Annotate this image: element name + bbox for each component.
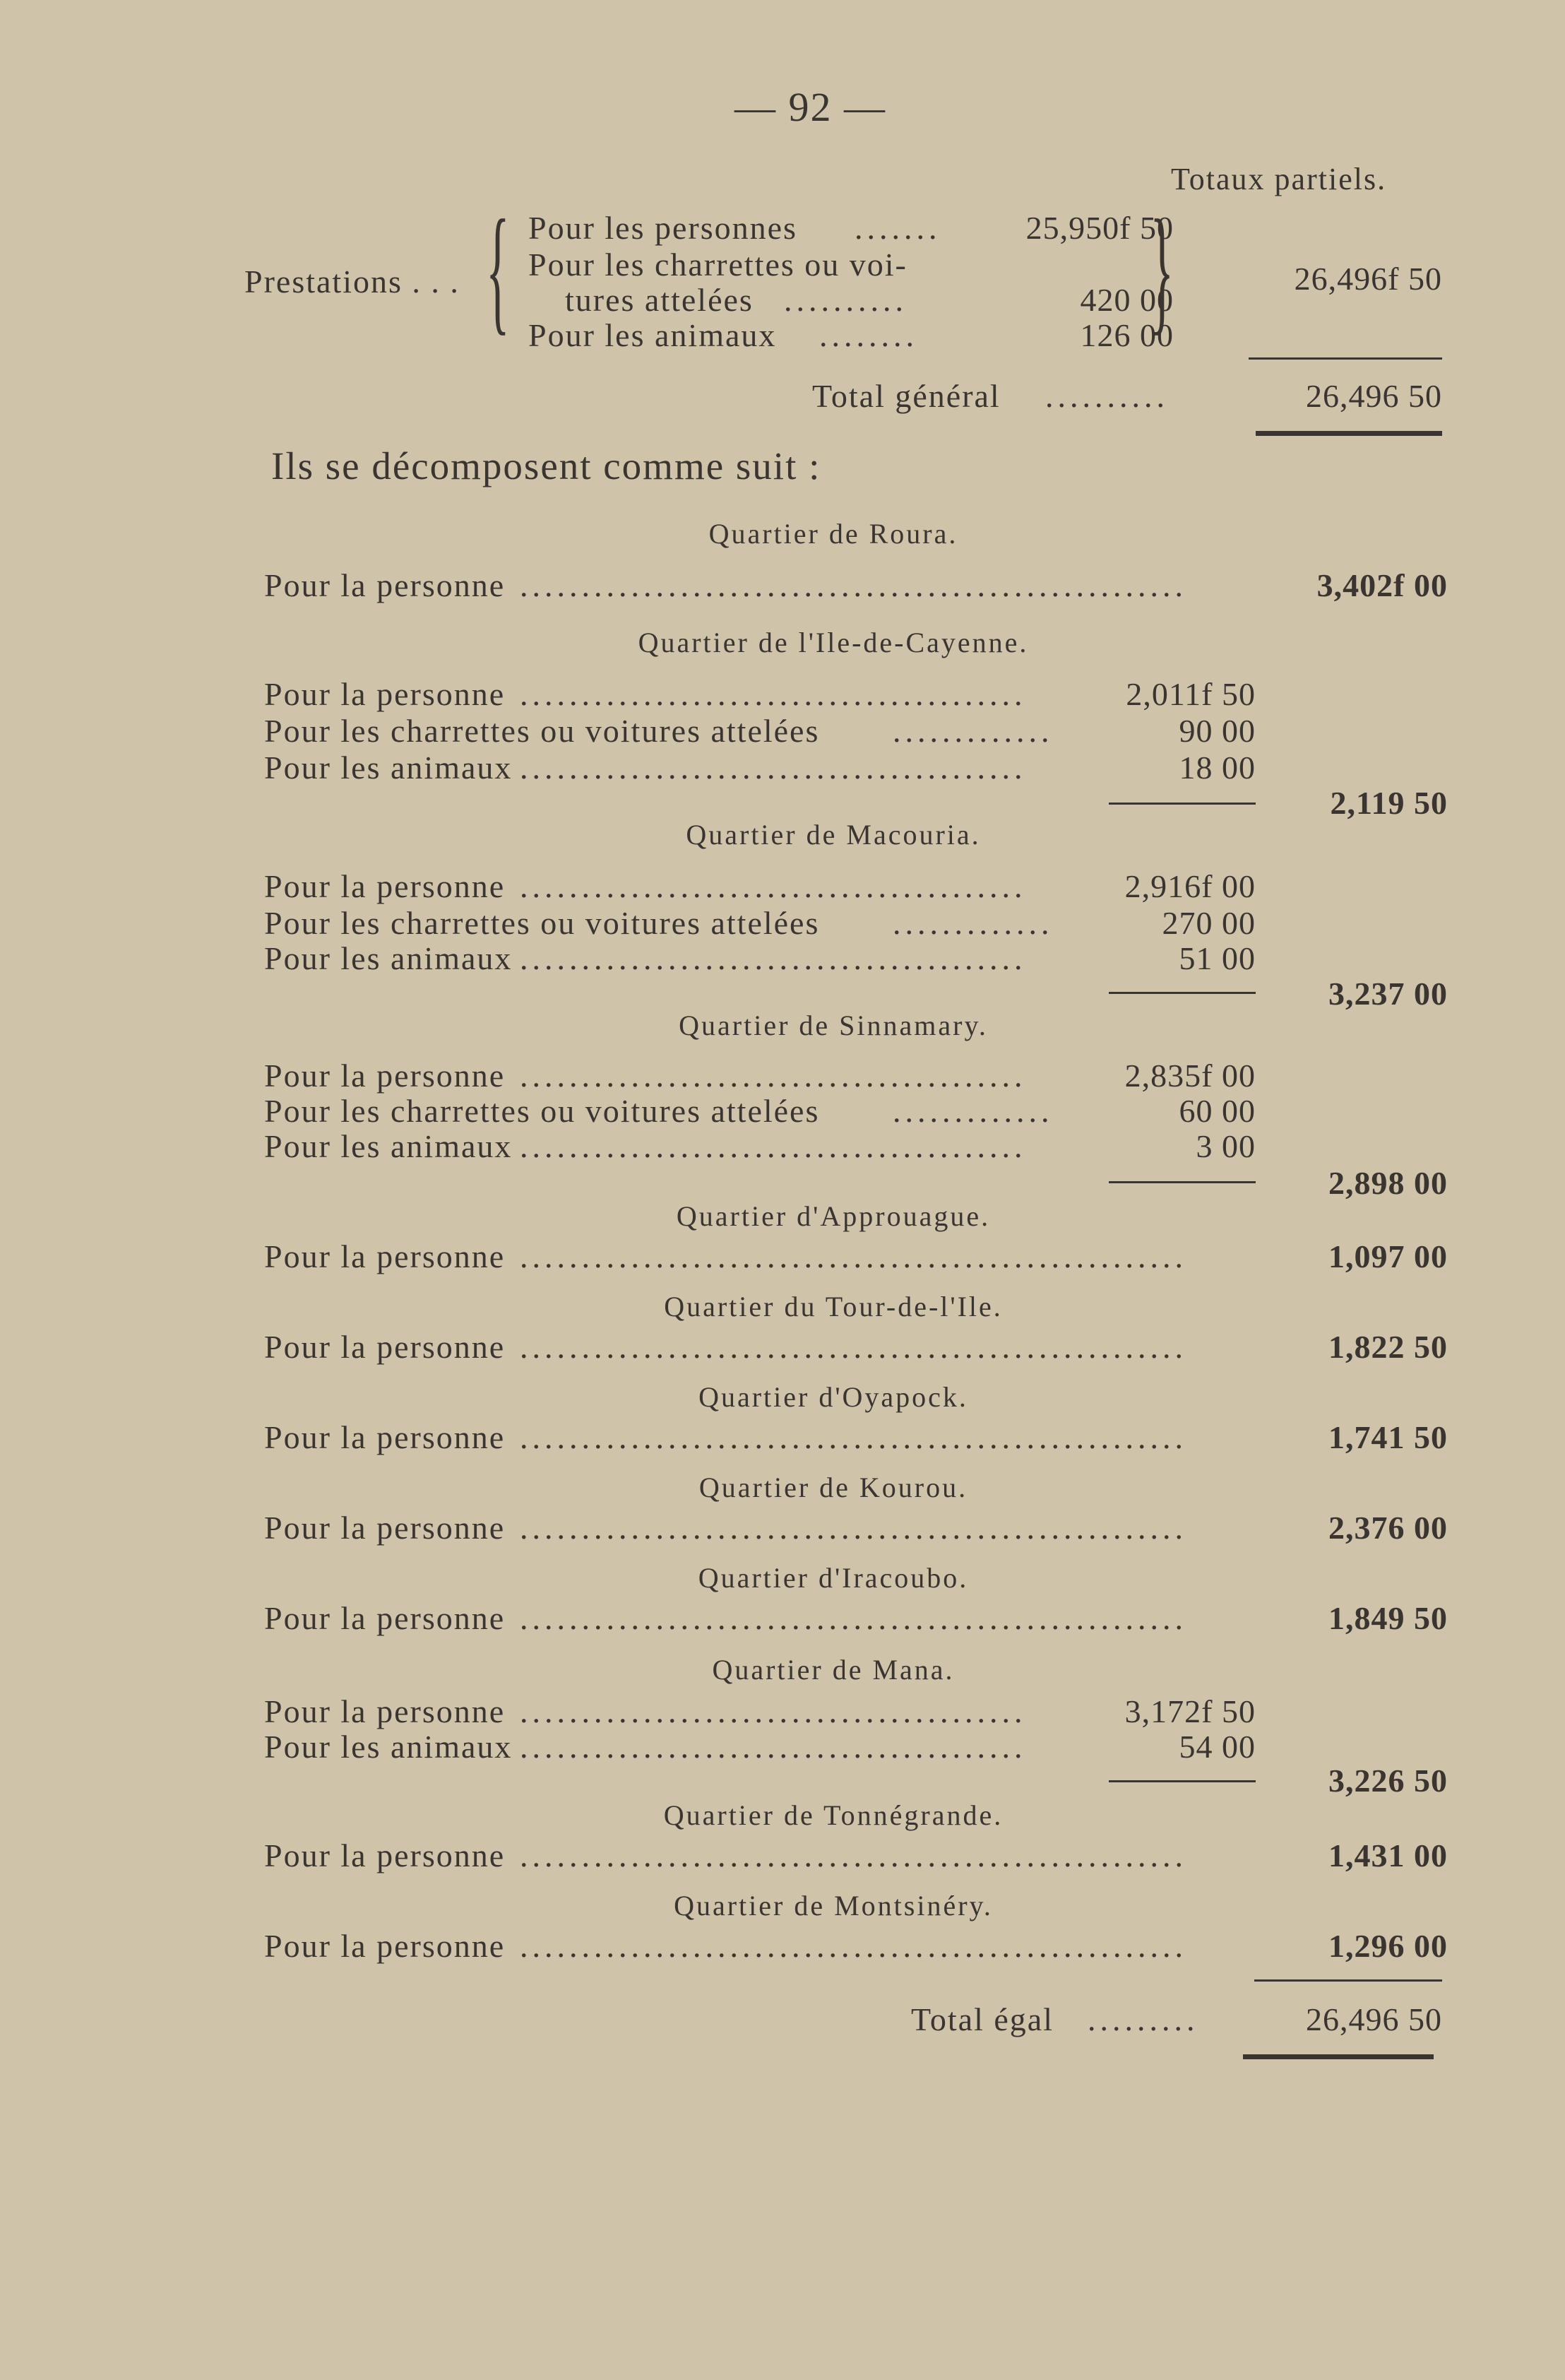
row-amount: 90 00 <box>1179 713 1256 749</box>
dot-leader: ...................................................... <box>520 1419 1187 1455</box>
quartier-total: 2,376 00 <box>1328 1510 1448 1546</box>
quartier-title: Quartier de Mana. <box>712 1654 955 1686</box>
row-amount: 18 00 <box>1179 750 1256 786</box>
quartier-title: Quartier de Sinnamary. <box>679 1010 988 1041</box>
dot-leader: ....... <box>855 210 941 246</box>
prestation-row-label: Pour les personnes <box>528 210 797 246</box>
row-amount: 54 00 <box>1179 1729 1256 1765</box>
page-number: — 92 — <box>734 84 886 130</box>
row-label: Pour les animaux <box>264 940 513 976</box>
row-label: Pour la personne <box>264 1238 506 1274</box>
dot-leader: ........ <box>819 317 918 353</box>
total-general-label: Total général <box>812 378 1001 414</box>
dot-leader: ......................................... <box>520 868 1027 904</box>
quartier-title: Quartier d'Approuague. <box>676 1200 991 1232</box>
rule <box>1109 803 1256 805</box>
prestation-row-amount: 25,950f 50 <box>1025 210 1174 246</box>
quartier-title: Quartier d'Iracoubo. <box>698 1562 969 1594</box>
prestation-row-label: Pour les charrettes ou voi- <box>528 247 908 283</box>
row-label: Pour les animaux <box>264 750 513 786</box>
row-label: Pour la personne <box>264 1837 506 1873</box>
quartier-title: Quartier de Macouria. <box>686 819 981 851</box>
row-label: Pour la personne <box>264 1058 506 1094</box>
quartier-total: 1,296 00 <box>1328 1928 1448 1964</box>
row-amount: 51 00 <box>1179 940 1256 976</box>
total-egal-amount: 26,496 50 <box>1306 2001 1442 2037</box>
right-brace: { <box>1150 191 1174 348</box>
row-label: Pour les animaux <box>264 1128 513 1164</box>
row-label: Pour la personne <box>264 1928 506 1964</box>
dot-leader: ......................................... <box>520 940 1027 976</box>
row-label: Pour la personne <box>264 1510 506 1546</box>
quartier-total: 1,741 50 <box>1328 1419 1448 1455</box>
quartier-title: Quartier de l'Ile-de-Cayenne. <box>638 627 1029 658</box>
row-amount: 60 00 <box>1179 1093 1256 1129</box>
totaux-partiels-header: Totaux partiels. <box>1171 162 1387 196</box>
dot-leader: ............. <box>893 905 1054 941</box>
row-amount: 3 00 <box>1196 1128 1256 1164</box>
section-heading: Ils se décomposent comme suit : <box>271 444 821 487</box>
dot-leader: ...................................................... <box>520 1928 1187 1964</box>
quartier-total: 3,226 50 <box>1328 1763 1448 1799</box>
dot-leader: ......................................... <box>520 750 1027 786</box>
row-label: Pour la personne <box>264 676 506 712</box>
rule <box>1109 1780 1256 1782</box>
quartier-total: 3,237 00 <box>1328 976 1448 1012</box>
prestations-subtotal: 26,496f 50 <box>1294 261 1442 297</box>
rule <box>1109 1181 1256 1183</box>
dot-leader: ...................................................... <box>520 1329 1187 1365</box>
dot-leader: ............. <box>893 1093 1054 1129</box>
rule <box>1109 992 1256 994</box>
row-label: Pour la personne <box>264 868 506 904</box>
dot-leader: ...................................................... <box>520 1510 1187 1546</box>
dot-leader: ...................................................... <box>520 1238 1187 1274</box>
prestations-label: Prestations . . . <box>244 264 460 300</box>
double-rule <box>1256 431 1442 436</box>
quartier-title: Quartier d'Oyapock. <box>698 1381 968 1413</box>
row-amount: 3,172f 50 <box>1124 1693 1256 1729</box>
dot-leader: ......................................... <box>520 1058 1027 1094</box>
left-brace: { <box>486 191 510 348</box>
row-label: Pour la personne <box>264 1329 506 1365</box>
dot-leader: ...................................................... <box>520 1600 1187 1636</box>
row-label: Pour les charrettes ou voitures attelées <box>264 713 820 749</box>
quartier-title: Quartier de Roura. <box>708 518 958 550</box>
double-rule <box>1243 2054 1434 2059</box>
quartier-total: 2,898 00 <box>1328 1165 1448 1201</box>
dot-leader: ......................................... <box>520 676 1027 712</box>
quartier-total: 3,402f 00 <box>1316 567 1448 603</box>
quartier-total: 1,097 00 <box>1328 1238 1448 1274</box>
dot-leader: .......... <box>1045 378 1169 414</box>
quartier-total: 1,822 50 <box>1328 1329 1448 1365</box>
row-amount: 270 00 <box>1162 905 1256 941</box>
row-amount: 2,011f 50 <box>1126 676 1256 712</box>
rule <box>1254 1979 1442 1982</box>
row-amount: 2,916f 00 <box>1124 868 1256 904</box>
row-label: Pour les animaux <box>264 1729 513 1765</box>
quartier-total: 1,849 50 <box>1328 1600 1448 1636</box>
quartier-title: Quartier du Tour-de-l'Ile. <box>664 1291 1003 1322</box>
quartier-title: Quartier de Montsinéry. <box>674 1890 993 1922</box>
row-label: Pour la personne <box>264 1419 506 1455</box>
row-label: Pour la personne <box>264 1693 506 1729</box>
total-general-amount: 26,496 50 <box>1306 378 1442 414</box>
quartier-total: 2,119 50 <box>1330 785 1448 821</box>
prestation-row-label: tures attelées <box>565 282 754 318</box>
row-label: Pour la personne <box>264 1600 506 1636</box>
quartier-title: Quartier de Kourou. <box>698 1472 968 1503</box>
quartier-title: Quartier de Tonnégrande. <box>663 1799 1004 1831</box>
rule <box>1249 357 1442 360</box>
dot-leader: ......................................... <box>520 1729 1027 1765</box>
quartier-total: 1,431 00 <box>1328 1837 1448 1873</box>
total-egal-label: Total égal <box>911 2001 1054 2037</box>
row-label: Pour les charrettes ou voitures attelées <box>264 1093 820 1129</box>
prestation-row-label: Pour les animaux <box>528 317 777 353</box>
row-label: Pour les charrettes ou voitures attelées <box>264 905 820 941</box>
row-label: Pour la personne <box>264 567 506 603</box>
dot-leader: ......................................... <box>520 1693 1027 1729</box>
dot-leader: ......... <box>1088 2001 1199 2037</box>
row-amount: 2,835f 00 <box>1124 1058 1256 1094</box>
dot-leader: .......... <box>784 282 908 318</box>
prestation-row-amount: 126 00 <box>1080 317 1174 353</box>
dot-leader: ...................................................... <box>520 1837 1187 1873</box>
prestation-row-amount: 420 00 <box>1080 282 1174 318</box>
dot-leader: ...................................................... <box>520 567 1187 603</box>
dot-leader: ......................................... <box>520 1128 1027 1164</box>
dot-leader: ............. <box>893 713 1054 749</box>
